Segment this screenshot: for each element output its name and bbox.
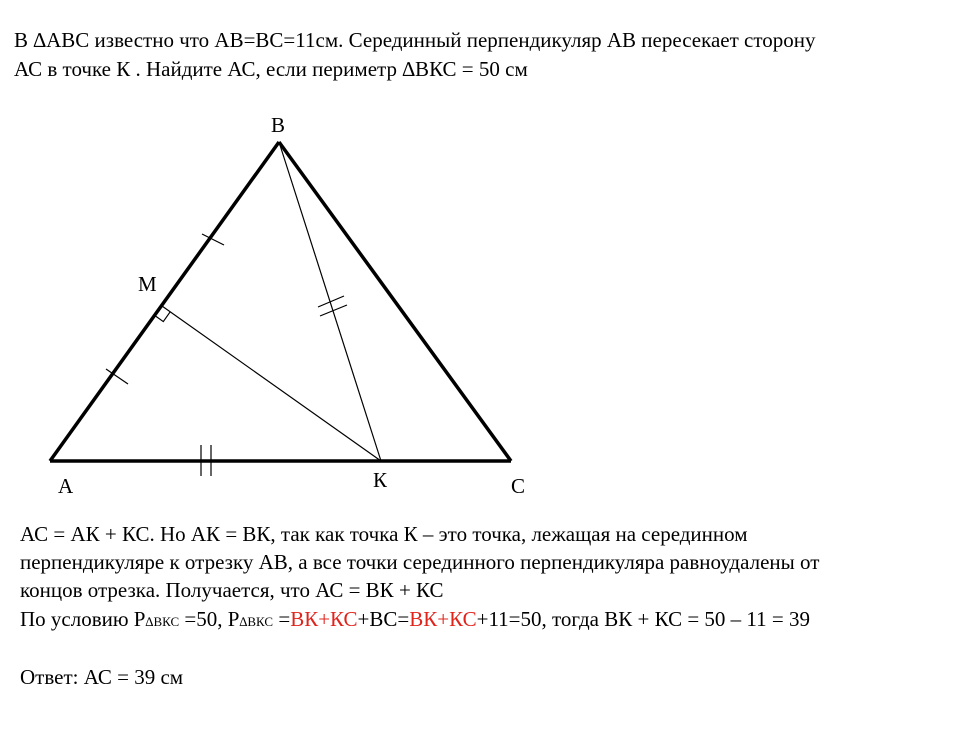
solution-line-4-part-5: +11=50, тогда ВК + КС = 50 – 11 = 39 [476,607,810,631]
label-k: К [373,468,388,492]
perimeter-subscript-1: ∆ВКС [145,614,180,629]
solution-line-4-part-2: =50, Р [179,607,240,631]
label-c: С [511,474,526,498]
answer-line: Ответ: АС = 39 см [20,665,184,689]
label-b: В [271,113,286,137]
side-ab [50,142,279,461]
segment-mk [162,306,381,461]
solution-line-2: перпендикуляре к отрезку АВ, а все точки серединного перпендикуляра равноудалены от [20,550,820,574]
solution-line-4-part-4: +ВС= [357,607,410,631]
perimeter-subscript-2: ∆ВКС [239,614,274,629]
solution-line-4-part-1: По условию Р [20,607,146,631]
problem-line-2: АС в точке К . Найдите АС, если периметр ∆ВКС = 50 см [14,57,528,81]
solution-line-4 [20,607,810,634]
highlight-bk-kc-1: ВК+КС [290,607,358,631]
label-a: А [58,474,74,498]
problem-line-1: В ∆АВС известно что АВ=ВС=11см. Серединный перпендикуляр АВ пересекает сторону [14,28,816,52]
solution-line-4-part-3: = [273,607,291,631]
label-m: М [138,272,157,296]
solution-line-3: концов отрезка. Получается, что АС = ВК + КС [20,578,444,602]
highlight-bk-kc-2: ВК+КС [409,607,477,631]
solution-line-1: АС = АК + КС. Но АК = ВК, так как точка К – это точка, лежащая на серединном [20,522,748,546]
